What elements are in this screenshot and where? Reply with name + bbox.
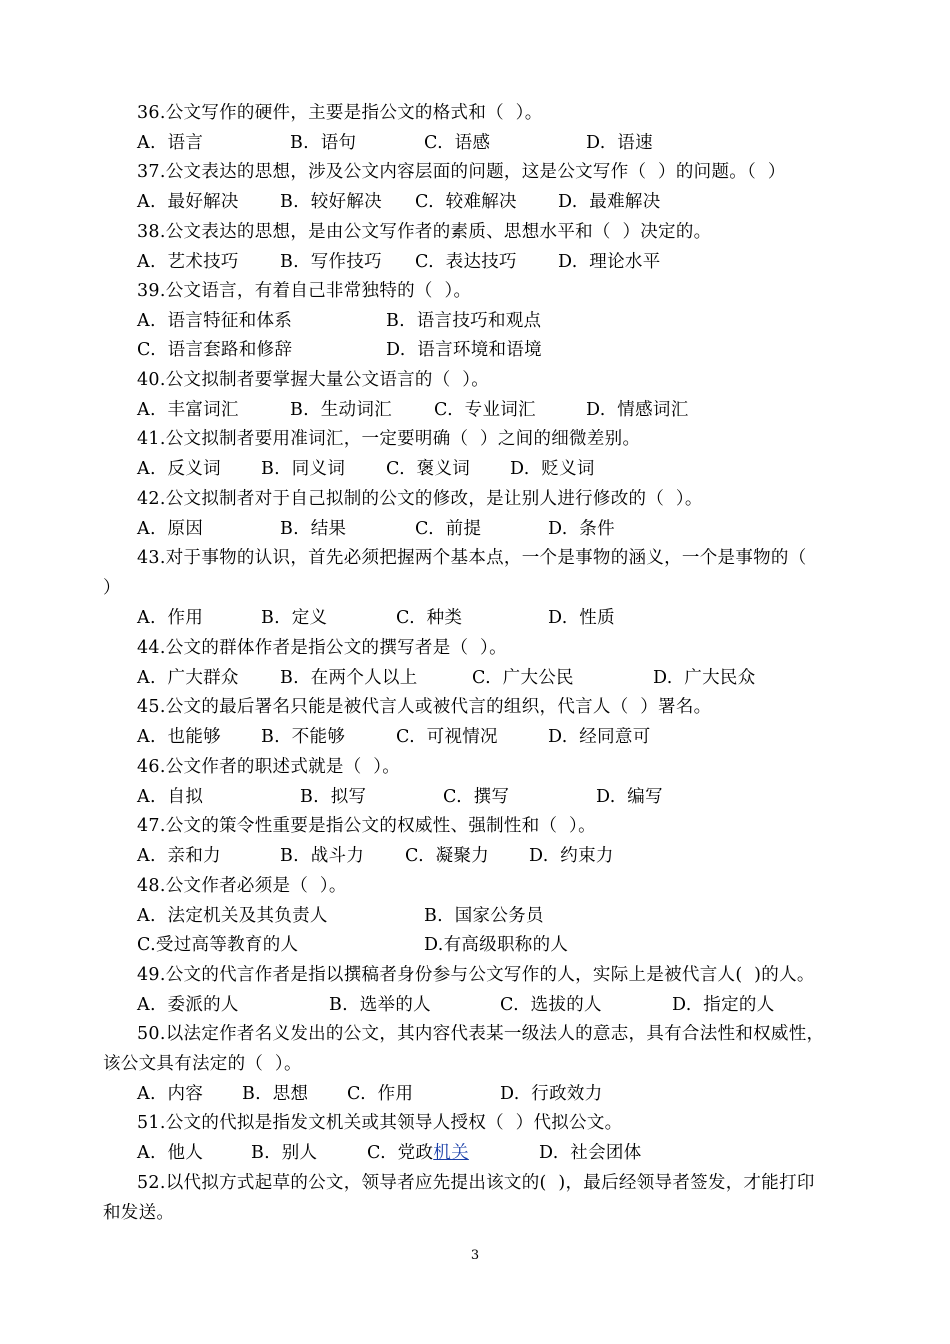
option-47-d: D. 约束力	[529, 846, 614, 866]
question-48: 48.公文作者必须是（ ）。	[137, 876, 347, 896]
option-42-b: B. 结果	[280, 519, 347, 539]
link-jiguan[interactable]: 机关	[433, 1143, 469, 1163]
question-50-continued: 该公文具有法定的（ ）。	[103, 1054, 302, 1074]
option-36-d: D. 语速	[586, 133, 653, 153]
question-39: 39.公文语言，有着自己非常独特的（ ）。	[137, 281, 472, 301]
question-38: 38.公文表达的思想，是由公文写作者的素质、思想水平和（ ）决定的。	[137, 222, 712, 242]
option-48-b: B. 国家公务员	[424, 906, 544, 926]
option-37-a: A. 最好解决	[137, 192, 239, 212]
option-39-d: D. 语言环境和语境	[386, 340, 542, 360]
option-51-c	[367, 1141, 469, 1165]
option-49-d: D. 指定的人	[672, 995, 775, 1015]
option-45-c: C. 可视情况	[396, 727, 498, 747]
option-48-d: D.有高级职称的人	[424, 935, 569, 955]
question-36: 36.公文写作的硬件，主要是指公文的格式和（ ）。	[137, 103, 543, 123]
option-40-a: A. 丰富词汇	[137, 400, 239, 420]
question-52-continued: 和发送。	[103, 1203, 175, 1223]
question-45: 45.公文的最后署名只能是被代言人或被代言的组织，代言人（ ）署名。	[137, 697, 712, 717]
option-44-d: D. 广大民众	[653, 668, 756, 688]
option-42-a: A. 原因	[137, 519, 204, 539]
page-number: 3	[470, 1248, 480, 1263]
option-38-c: C. 表达技巧	[415, 252, 517, 272]
question-37: 37.公文表达的思想，涉及公文内容层面的问题，这是公文写作（ ）的问题。（ ）	[137, 162, 786, 182]
question-52: 52.以代拟方式起草的公文，领导者应先提出该文的( )，最后经领导者签发，才能打印	[137, 1173, 815, 1193]
option-46-c: C. 撰写	[443, 787, 510, 807]
option-43-d: D. 性质	[548, 608, 615, 628]
option-40-d: D. 情感词汇	[586, 400, 689, 420]
option-51-c-label: C. 党政	[367, 1143, 434, 1163]
option-37-d: D. 最难解决	[558, 192, 661, 212]
question-49: 49.公文的代言作者是指以撰稿者身份参与公文写作的人，实际上是被代言人( )的人。	[137, 965, 815, 985]
option-39-b: B. 语言技巧和观点	[386, 311, 542, 331]
option-47-c: C. 凝聚力	[405, 846, 490, 866]
option-36-c: C. 语感	[424, 133, 491, 153]
option-43-c: C. 种类	[396, 608, 463, 628]
option-43-a: A. 作用	[137, 608, 204, 628]
option-38-d: D. 理论水平	[558, 252, 661, 272]
option-49-c: C. 选拔的人	[500, 995, 602, 1015]
option-39-c: C. 语言套路和修辞	[137, 340, 293, 360]
option-44-a: A. 广大群众	[137, 668, 239, 688]
option-36-b: B. 语句	[290, 133, 357, 153]
option-46-d: D. 编写	[596, 787, 663, 807]
option-38-a: A. 艺术技巧	[137, 252, 239, 272]
option-47-a: A. 亲和力	[137, 846, 221, 866]
option-47-b: B. 战斗力	[280, 846, 365, 866]
option-51-a: A. 他人	[137, 1143, 204, 1163]
question-42: 42.公文拟制者对于自己拟制的公文的修改，是让别人进行修改的（ ）。	[137, 489, 703, 509]
option-48-a: A. 法定机关及其负责人	[137, 906, 328, 926]
option-38-b: B. 写作技巧	[280, 252, 382, 272]
option-49-b: B. 选举的人	[329, 995, 431, 1015]
option-44-c: C. 广大公民	[472, 668, 574, 688]
option-44-b: B. 在两个人以上	[280, 668, 418, 688]
option-37-b: B. 较好解决	[280, 192, 382, 212]
option-46-b: B. 拟写	[300, 787, 367, 807]
option-41-a: A. 反义词	[137, 459, 221, 479]
option-39-a: A. 语言特征和体系	[137, 311, 293, 331]
option-50-c: C. 作用	[347, 1084, 414, 1104]
option-50-a: A. 内容	[137, 1084, 204, 1104]
option-40-b: B. 生动词汇	[290, 400, 392, 420]
option-41-b: B. 同义词	[261, 459, 346, 479]
option-50-d: D. 行政效力	[500, 1084, 603, 1104]
question-51: 51.公文的代拟是指发文机关或其领导人授权（ ）代拟公文。	[137, 1113, 623, 1133]
question-43: 43.对于事物的认识，首先必须把握两个基本点，一个是事物的涵义，一个是事物的（	[137, 548, 807, 568]
question-41: 41.公文拟制者要用准词汇，一定要明确（ ）之间的细微差别。	[137, 429, 641, 449]
option-49-a: A. 委派的人	[137, 995, 239, 1015]
option-45-b: B. 不能够	[261, 727, 346, 747]
option-36-a: A. 语言	[137, 133, 204, 153]
option-41-c: C. 褒义词	[386, 459, 471, 479]
option-50-b: B. 思想	[242, 1084, 309, 1104]
option-42-d: D. 条件	[548, 519, 615, 539]
option-51-d: D. 社会团体	[539, 1143, 642, 1163]
option-42-c: C. 前提	[415, 519, 482, 539]
option-46-a: A. 自拟	[137, 787, 204, 807]
option-37-c: C. 较难解决	[415, 192, 517, 212]
option-43-b: B. 定义	[261, 608, 328, 628]
question-47: 47.公文的策令性重要是指公文的权威性、强制性和（ ）。	[137, 816, 596, 836]
option-45-d: D. 经同意可	[548, 727, 651, 747]
question-40: 40.公文拟制者要掌握大量公文语言的（ ）。	[137, 370, 490, 390]
option-40-c: C. 专业词汇	[434, 400, 536, 420]
question-46: 46.公文作者的职述式就是（ ）。	[137, 757, 401, 777]
option-45-a: A. 也能够	[137, 727, 221, 747]
question-50: 50.以法定作者名义发出的公文，其内容代表某一级法人的意志，具有合法性和权威性，	[137, 1024, 825, 1044]
question-44: 44.公文的群体作者是指公文的撰写者是（ ）。	[137, 638, 507, 658]
option-51-b: B. 别人	[251, 1143, 318, 1163]
option-41-d: D. 贬义词	[510, 459, 595, 479]
option-48-c: C.受过高等教育的人	[137, 935, 299, 955]
question-43-continued: ）	[103, 578, 121, 598]
